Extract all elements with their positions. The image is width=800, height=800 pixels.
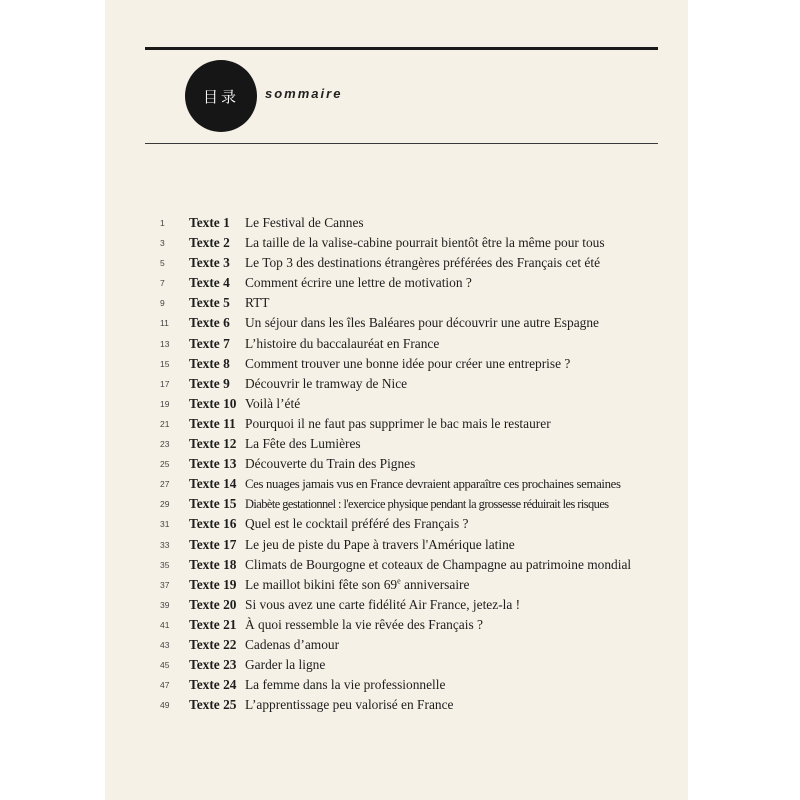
header-rule bbox=[145, 143, 658, 144]
toc-text-label: Texte 16 bbox=[189, 516, 237, 532]
toc-title bbox=[245, 454, 415, 474]
toc-title-text: Garder la ligne bbox=[245, 657, 326, 673]
toc-page-number: 37 bbox=[160, 579, 170, 590]
toc-entry[interactable] bbox=[105, 655, 688, 675]
toc-text-label: Texte 24 bbox=[189, 677, 237, 693]
toc-title-text: Le jeu de piste du Pape à travers l'Amérique latine bbox=[245, 536, 515, 552]
toc-page-number: 5 bbox=[160, 258, 165, 269]
toc-text-label: Texte 12 bbox=[189, 436, 237, 452]
toc-title bbox=[245, 354, 570, 374]
toc-page-number: 21 bbox=[160, 418, 170, 429]
toc-page-number: 47 bbox=[160, 680, 170, 691]
toc-entry[interactable] bbox=[105, 595, 688, 615]
toc-entry[interactable] bbox=[105, 454, 688, 474]
toc-title-text: À quoi ressemble la vie rêvée des Français ? bbox=[245, 616, 483, 632]
toc-page-number: 23 bbox=[160, 439, 170, 450]
toc-text-label: Texte 10 bbox=[189, 395, 237, 411]
toc-text-label: Texte 3 bbox=[189, 255, 230, 271]
toc-title bbox=[245, 474, 621, 494]
toc-text-label: Texte 23 bbox=[189, 657, 237, 673]
toc-page-number: 25 bbox=[160, 459, 170, 470]
toc-entry[interactable] bbox=[105, 414, 688, 434]
toc-page-number: 49 bbox=[160, 700, 170, 711]
toc-entry[interactable] bbox=[105, 354, 688, 374]
toc-title-text: Comment écrire une lettre de motivation ? bbox=[245, 275, 472, 291]
toc-entry[interactable] bbox=[105, 253, 688, 273]
toc-heading: sommaire bbox=[265, 86, 343, 101]
toc-title bbox=[245, 555, 631, 575]
toc-title bbox=[245, 615, 483, 635]
toc-title-text: Le Top 3 des destinations étrangères préférées des Français cet été bbox=[245, 255, 601, 271]
toc-entry[interactable] bbox=[105, 313, 688, 333]
toc-text-label: Texte 9 bbox=[189, 375, 230, 391]
toc-title-text: L’apprentissage peu valorisé en France bbox=[245, 697, 454, 713]
toc-page-number: 19 bbox=[160, 398, 170, 409]
toc-title bbox=[245, 535, 515, 555]
toc-text-label: Texte 15 bbox=[189, 496, 237, 512]
toc-title-text: La Fête des Lumières bbox=[245, 436, 361, 452]
toc-text-label: Texte 13 bbox=[189, 456, 237, 472]
book-page bbox=[105, 0, 688, 800]
toc-text-label: Texte 5 bbox=[189, 295, 230, 311]
toc-page-number: 39 bbox=[160, 599, 170, 610]
toc-title bbox=[245, 514, 468, 534]
toc-entry[interactable] bbox=[105, 555, 688, 575]
toc-text-label: Texte 18 bbox=[189, 556, 237, 572]
toc-title-text: Ces nuages jamais vus en France devraient apparaître ces prochaines semaines bbox=[245, 477, 621, 492]
toc-title bbox=[245, 313, 599, 333]
toc-circle-text: 目录 bbox=[202, 87, 239, 106]
toc-text-label: Texte 17 bbox=[189, 536, 237, 552]
toc-text-label: Texte 6 bbox=[189, 315, 230, 331]
toc-title bbox=[245, 494, 609, 514]
toc-title-text: Découvrir le tramway de Nice bbox=[245, 375, 408, 391]
toc-title-text: La taille de la valise-cabine pourrait bientôt être la même pour tous bbox=[245, 235, 605, 251]
toc-page-number: 27 bbox=[160, 479, 170, 490]
toc-title bbox=[245, 334, 439, 354]
toc-circle-badge bbox=[185, 60, 257, 132]
toc-entry[interactable] bbox=[105, 233, 688, 253]
toc-title-text: RTT bbox=[245, 295, 270, 311]
table-of-contents bbox=[105, 213, 688, 715]
toc-text-label: Texte 2 bbox=[189, 235, 230, 251]
toc-title bbox=[245, 253, 600, 273]
toc-title bbox=[245, 394, 300, 414]
toc-title-text: Le Festival de Cannes bbox=[245, 215, 364, 230]
toc-title bbox=[245, 414, 551, 434]
toc-text-label: Texte 20 bbox=[189, 596, 237, 612]
toc-title-text: Cadenas d’amour bbox=[245, 636, 340, 652]
toc-title-text: Climats de Bourgogne et coteaux de Champagne au patrimoine mondial bbox=[245, 556, 632, 572]
toc-title bbox=[245, 655, 325, 675]
top-rule bbox=[145, 47, 658, 50]
toc-page-number: 41 bbox=[160, 619, 170, 630]
toc-title bbox=[245, 675, 445, 695]
toc-page-number: 45 bbox=[160, 660, 170, 671]
toc-entry[interactable] bbox=[105, 675, 688, 695]
toc-title bbox=[245, 233, 605, 253]
toc-title-text: Pourquoi il ne faut pas supprimer le bac mais le restaurer bbox=[245, 415, 551, 431]
toc-title bbox=[245, 695, 453, 715]
toc-title bbox=[245, 374, 407, 394]
toc-page-number: 33 bbox=[160, 539, 170, 550]
toc-page-number: 3 bbox=[160, 238, 165, 249]
toc-entry[interactable] bbox=[105, 494, 688, 514]
toc-entry[interactable] bbox=[105, 394, 688, 414]
toc-page-number: 35 bbox=[160, 559, 170, 570]
toc-entry[interactable] bbox=[105, 434, 688, 454]
toc-page-number: 11 bbox=[160, 318, 169, 329]
toc-page-number: 31 bbox=[160, 519, 170, 530]
toc-entry[interactable] bbox=[105, 514, 688, 534]
toc-title-text: Découverte du Train des Pignes bbox=[245, 456, 416, 472]
toc-text-label: Texte 22 bbox=[189, 636, 237, 652]
toc-entry[interactable] bbox=[105, 293, 688, 313]
toc-text-label: Texte 1 bbox=[189, 215, 230, 230]
toc-title-text: Comment trouver une bonne idée pour créer une entreprise ? bbox=[245, 355, 571, 371]
toc-title-text: Quel est le cocktail préféré des Français ? bbox=[245, 516, 469, 532]
toc-page-number: 17 bbox=[160, 378, 170, 389]
toc-title bbox=[245, 293, 270, 313]
toc-entry[interactable] bbox=[105, 575, 688, 595]
toc-entry[interactable] bbox=[105, 635, 688, 655]
toc-page-number: 1 bbox=[160, 218, 165, 228]
toc-page-number: 9 bbox=[160, 298, 165, 309]
toc-title bbox=[245, 595, 520, 615]
toc-title-text-end: anniversaire bbox=[400, 576, 470, 592]
toc-text-label: Texte 11 bbox=[189, 415, 236, 431]
toc-text-label: Texte 14 bbox=[189, 476, 237, 492]
toc-title-text: L’histoire du baccalauréat en France bbox=[245, 335, 440, 351]
toc-entry[interactable] bbox=[105, 374, 688, 394]
toc-title bbox=[245, 213, 364, 233]
toc-text-label: Texte 25 bbox=[189, 697, 237, 713]
toc-title-text: Un séjour dans les îles Baléares pour découvrir une autre Espagne bbox=[245, 315, 599, 331]
toc-title-text: Diabète gestationnel : l'exercice physique pendant la grossesse réduirait les risques bbox=[245, 497, 609, 512]
toc-page-number: 43 bbox=[160, 639, 170, 650]
toc-entry[interactable] bbox=[105, 273, 688, 293]
toc-text-label: Texte 21 bbox=[189, 616, 237, 632]
toc-entry[interactable] bbox=[105, 615, 688, 635]
toc-title bbox=[245, 273, 472, 293]
toc-title-text: La femme dans la vie professionnelle bbox=[245, 677, 446, 693]
toc-text-label: Texte 4 bbox=[189, 275, 230, 291]
toc-entry[interactable] bbox=[105, 535, 688, 555]
toc-title-superscript: e bbox=[397, 576, 401, 586]
toc-text-label: Texte 19 bbox=[189, 576, 237, 592]
toc-entry[interactable] bbox=[105, 695, 688, 715]
toc-title bbox=[245, 434, 361, 454]
toc-title bbox=[245, 635, 339, 655]
toc-page-number: 13 bbox=[160, 338, 170, 349]
toc-page-number: 29 bbox=[160, 499, 170, 510]
toc-text-label: Texte 8 bbox=[189, 355, 230, 371]
toc-page-number: 15 bbox=[160, 358, 170, 369]
toc-title bbox=[245, 575, 469, 595]
toc-title-text: Le maillot bikini fête son 69 bbox=[245, 576, 398, 592]
toc-entry[interactable] bbox=[105, 213, 688, 233]
toc-title-text: Voilà l’été bbox=[245, 395, 301, 411]
toc-entry[interactable] bbox=[105, 334, 688, 354]
toc-entry[interactable] bbox=[105, 474, 688, 494]
toc-title-text: Si vous avez une carte fidélité Air France, jetez-la ! bbox=[245, 596, 521, 612]
toc-text-label: Texte 7 bbox=[189, 335, 230, 351]
toc-page-number: 7 bbox=[160, 278, 165, 289]
